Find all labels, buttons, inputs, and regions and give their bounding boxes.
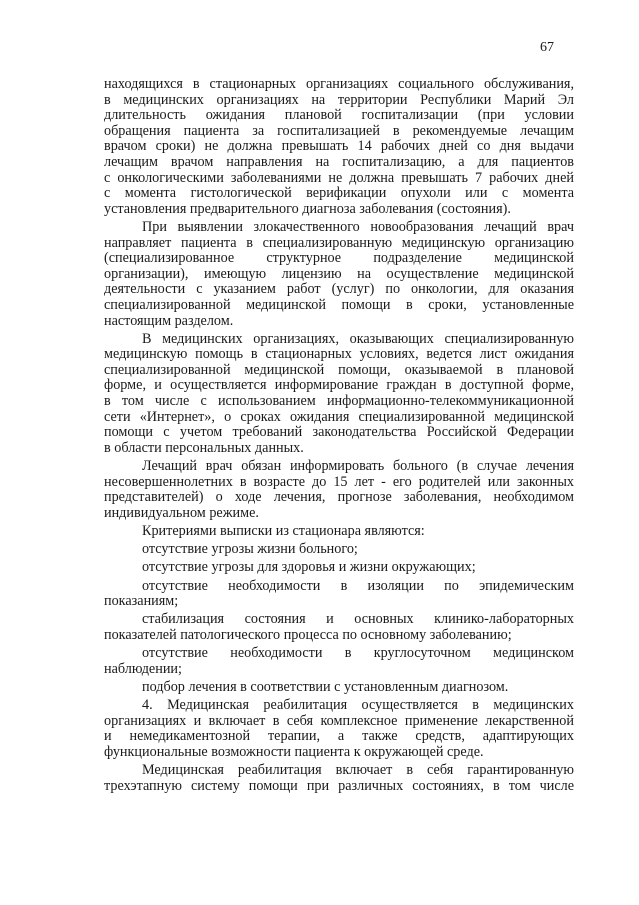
paragraph xyxy=(104,763,574,794)
text-line: медицинскую помощь в стационарных условиях, ведется лист ожидания xyxy=(104,346,574,363)
text-line: деятельности с указанием работ (услуг) по онкологии, для оказания xyxy=(104,281,574,298)
text-line: с онкологическими заболеваниями не должна превышать 7 рабочих дней xyxy=(104,169,574,186)
paragraph xyxy=(104,459,574,521)
text-line: установления предварительного диагноза заболевания (состояния). xyxy=(104,200,511,217)
document-body xyxy=(104,77,574,797)
paragraph xyxy=(104,542,574,558)
text-line: с момента гистологической верификации опухоли или с момента xyxy=(104,185,574,202)
text-line: организации), имеющую лицензию на осуществление медицинской xyxy=(104,265,574,282)
paragraph xyxy=(104,579,574,610)
paragraph xyxy=(104,332,574,457)
text-line: форме, и осуществляется информирование граждан в доступной форме, xyxy=(104,377,574,394)
paragraph xyxy=(104,646,574,677)
text-line: настоящим разделом. xyxy=(104,312,234,329)
text-line: обращения пациента за госпитализацией в рекомендуемые лечащим xyxy=(104,122,574,139)
text-line: находящихся в стационарных организациях социального обслуживания, xyxy=(104,76,574,92)
text-line: в медицинских организациях на территории Республики Марий Эл xyxy=(104,91,574,108)
paragraph xyxy=(104,524,574,540)
text-line: подбор лечения в соответствии с установленным диагнозом. xyxy=(142,678,509,695)
paragraph xyxy=(104,220,574,329)
text-line: представителей) о ходе лечения, прогнозе заболевания, необходимом xyxy=(104,489,574,506)
text-line: 4. Медицинская реабилитация осуществляется в медицинских xyxy=(142,697,574,714)
paragraph xyxy=(104,77,574,217)
text-line: В медицинских организациях, оказывающих специализированную xyxy=(142,330,574,347)
text-line: трехэтапную систему помощи при различных состояниях, в том числе xyxy=(104,777,574,794)
page-number: 67 xyxy=(540,40,554,55)
text-line: Медицинская реабилитация включает в себя гарантированную xyxy=(142,762,574,779)
paragraph xyxy=(104,612,574,643)
text-line: (специализированное структурное подразделение медицинской xyxy=(104,250,574,267)
text-line: в области персональных данных. xyxy=(104,439,304,456)
text-line: При выявлении злокачественного новообразования лечащий врач xyxy=(142,218,574,235)
paragraph xyxy=(104,560,574,576)
text-line: отсутствие необходимости в изоляции по эпидемическим xyxy=(142,577,574,594)
text-line: помощи с учетом требований законодательства Российской Федерации xyxy=(104,424,574,441)
text-line: отсутствие угрозы для здоровья и жизни окружающих; xyxy=(142,559,476,576)
text-line: стабилизация состояния и основных клинико-лабораторных xyxy=(142,611,574,628)
paragraph xyxy=(104,680,574,696)
text-line: Лечащий врач обязан информировать больного (в случае лечения xyxy=(142,458,574,475)
text-line: показателей патологического процесса по основному заболеванию; xyxy=(104,626,512,643)
text-line: Критериями выписки из стационара являются: xyxy=(142,523,425,539)
text-line: наблюдении; xyxy=(104,660,182,677)
text-line: в том числе с использованием информационно-телекоммуникационной xyxy=(104,393,574,410)
text-line: показаниям; xyxy=(104,593,179,610)
text-line: организациях и включает в себя комплексное применение лекарственной xyxy=(104,712,574,729)
text-line: несовершеннолетних в возрасте до 15 лет - его родителей или законных xyxy=(104,473,574,490)
text-line: специализированной медицинской помощи в сроки, установленные xyxy=(104,296,574,313)
text-line: лечащим врачом направления на госпитализацию, а для пациентов xyxy=(104,153,574,170)
text-line: индивидуальном режиме. xyxy=(104,504,259,521)
text-line: отсутствие необходимости в круглосуточном медицинском xyxy=(142,645,574,662)
text-line: сети «Интернет», о сроках ожидания специализированной медицинской xyxy=(104,408,574,425)
paragraph xyxy=(104,698,574,760)
text-line: отсутствие угрозы жизни больного; xyxy=(142,541,358,558)
text-line: специализированной медицинской помощи, оказываемой в плановой xyxy=(104,361,574,378)
text-line: длительность ожидания плановой госпитализации (при условии xyxy=(104,107,574,124)
text-line: врачом сроки) не должна превышать 14 рабочих дней со дня выдачи xyxy=(104,138,574,155)
text-line: направляет пациента в специализированную медицинскую организацию xyxy=(104,234,574,251)
text-line: функциональные возможности пациента к окружающей среде. xyxy=(104,743,484,760)
text-line: и немедикаментозной терапии, а также средств, адаптирующих xyxy=(104,728,574,745)
